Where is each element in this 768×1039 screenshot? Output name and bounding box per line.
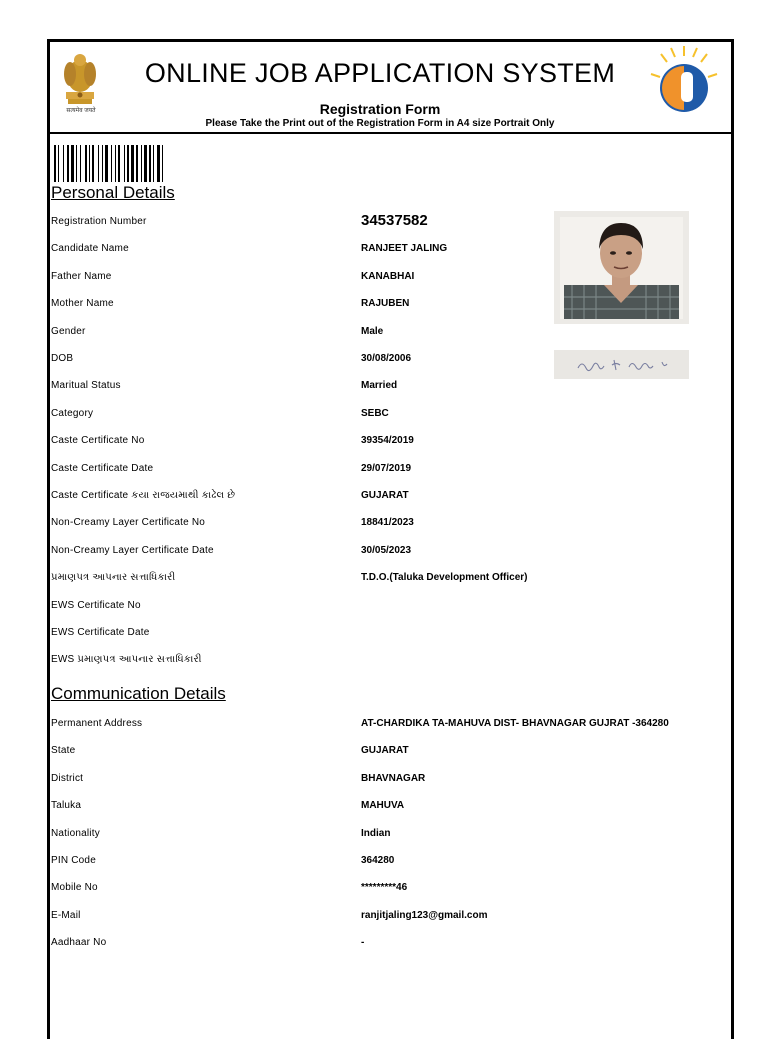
field-value: 18841/2023 xyxy=(361,517,414,529)
field-label: PIN Code xyxy=(51,855,96,866)
field-value: Indian xyxy=(361,827,391,839)
field-label: Gender xyxy=(51,325,86,337)
field-label: E-Mail xyxy=(51,909,81,921)
field-value: KANABHAI xyxy=(361,270,415,282)
field-label: Taluka xyxy=(51,800,82,812)
field-label: Permanent Address xyxy=(51,718,143,729)
field-label: Non-Creamy Layer Certificate Date xyxy=(51,544,214,556)
field-value: 34537582 xyxy=(361,212,428,229)
field-label: Caste Certificate Date xyxy=(51,462,154,474)
field-label: Mother Name xyxy=(51,298,114,310)
barcode-icon xyxy=(54,145,250,182)
table-row xyxy=(50,517,731,537)
field-label: પ્રમાણપત્ર આપનાર સત્તાધિકારી xyxy=(51,572,176,584)
field-label: EWS પ્રમાણપત્ર આપનાર સત્તાધિકારી xyxy=(51,654,202,666)
table-row xyxy=(50,490,731,510)
field-value: T.D.O.(Taluka Development Officer) xyxy=(361,572,528,584)
field-value: Married xyxy=(361,380,398,392)
table-row xyxy=(50,435,731,455)
field-value: RANJEET JALING xyxy=(361,243,448,255)
field-label: DOB xyxy=(51,353,74,364)
table-row xyxy=(50,463,731,483)
table-row xyxy=(50,773,731,793)
communication-details-heading: Communication Details xyxy=(51,684,226,703)
field-value: 30/05/2023 xyxy=(361,544,412,556)
candidate-photo-image xyxy=(554,211,689,324)
field-label: Maritual Status xyxy=(51,380,121,392)
field-value: 30/08/2006 xyxy=(361,353,412,364)
registration-form xyxy=(47,39,734,1039)
field-value: BHAVNAGAR xyxy=(361,772,426,784)
table-row xyxy=(50,910,731,930)
field-label: District xyxy=(51,772,84,784)
field-label: State xyxy=(51,745,76,757)
table-row xyxy=(50,408,731,428)
field-label: Mobile No xyxy=(51,882,98,894)
candidate-signature xyxy=(554,350,689,379)
form-header xyxy=(50,42,731,134)
field-label: EWS Certificate Date xyxy=(51,627,150,638)
field-label: Aadhaar No xyxy=(51,937,107,949)
field-label: Non-Creamy Layer Certificate No xyxy=(51,517,206,529)
field-value: 364280 xyxy=(361,855,395,866)
field-value: 29/07/2019 xyxy=(361,462,412,474)
field-value: GUJARAT xyxy=(361,490,409,501)
field-value: AT-CHARDIKA TA-MAHUVA DIST- BHAVNAGAR GUJRAT -364280 xyxy=(361,718,669,729)
field-label: Registration Number xyxy=(51,216,147,227)
table-row xyxy=(50,828,731,848)
field-label: Candidate Name xyxy=(51,243,129,255)
field-value: ranjitjaling123@gmail.com xyxy=(361,909,488,921)
table-row xyxy=(50,627,731,647)
field-label: Father Name xyxy=(51,270,112,282)
app-title: ONLINE JOB APPLICATION SYSTEM xyxy=(144,58,616,88)
table-row xyxy=(50,326,731,346)
field-value: MAHUVA xyxy=(361,800,405,812)
table-row xyxy=(50,937,731,957)
candidate-photo xyxy=(554,211,689,324)
field-value: GUJARAT xyxy=(361,745,409,757)
field-value: - xyxy=(361,937,365,949)
field-value: SEBC xyxy=(361,407,389,419)
form-title: Registration Form xyxy=(319,101,441,117)
field-label: Nationality xyxy=(51,827,100,839)
field-value: Male xyxy=(361,325,384,337)
field-label: EWS Certificate No xyxy=(51,599,141,611)
table-row xyxy=(50,800,731,820)
table-row xyxy=(50,745,731,765)
print-instruction: Please Take the Print out of the Registration Form in A4 size Portrait Only xyxy=(205,118,555,129)
table-row xyxy=(50,718,731,738)
table-row xyxy=(50,882,731,902)
table-row xyxy=(50,380,731,400)
table-row xyxy=(50,855,731,875)
field-value: 39354/2019 xyxy=(361,435,414,447)
table-row xyxy=(50,545,731,565)
field-label: Caste Certificate No xyxy=(51,435,145,447)
portal-logo-icon xyxy=(647,44,721,118)
table-row xyxy=(50,600,731,620)
table-row xyxy=(50,654,731,674)
field-value: *********46 xyxy=(361,882,408,894)
table-row xyxy=(50,572,731,592)
emblem-caption: सत्यमेव जयते xyxy=(66,108,96,114)
signature-image xyxy=(554,350,689,379)
personal-details-heading: Personal Details xyxy=(51,183,175,202)
field-label: Category xyxy=(51,407,94,419)
field-value: RAJUBEN xyxy=(361,298,410,310)
field-label: Caste Certificate કયા રાજયમાથી કાઢેલ છે xyxy=(51,490,236,501)
